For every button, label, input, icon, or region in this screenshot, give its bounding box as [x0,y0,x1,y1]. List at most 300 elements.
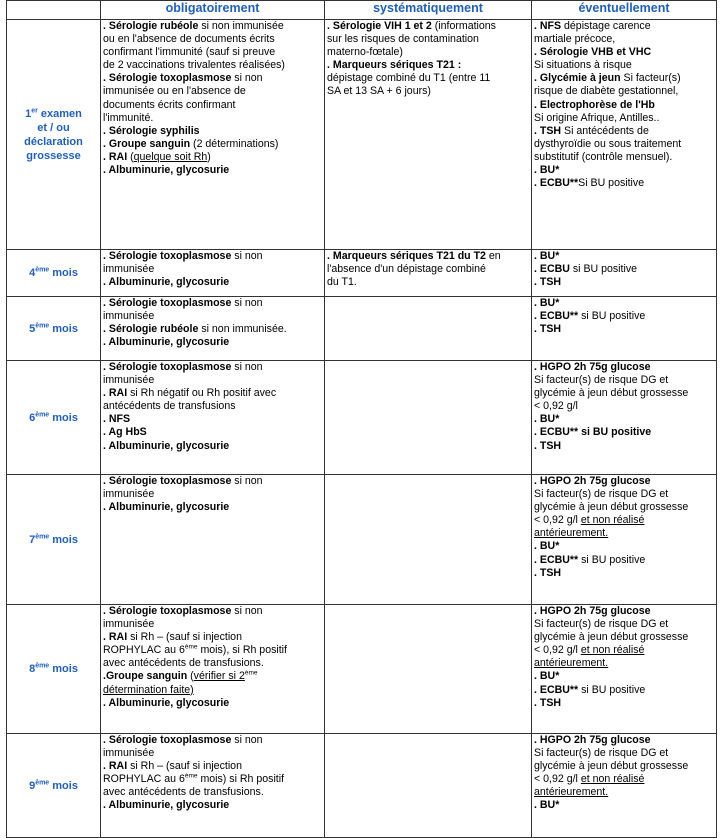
header-eventuellement: éventuellement [532,1,717,20]
cell-line [103,336,322,349]
cell-line [534,618,714,631]
row-label-line [9,411,98,425]
cell-obligatoirement [101,20,325,250]
text-run: de 2 vaccinations trivalentes réalisées) [103,59,285,72]
text-run: dysthyroïdie ou sous traitement [534,137,682,150]
cell-line [327,72,529,85]
cell-line [534,310,714,323]
cell-line [103,151,322,164]
text-run: (informations [431,20,496,32]
text-run: si non immunisée [198,20,284,32]
cell-line [534,276,714,289]
cell-line [103,501,322,514]
cell-line [534,400,714,413]
cell-line [103,263,322,276]
cell-line [534,488,714,501]
cell-line [534,250,714,263]
cell-line [534,46,714,59]
bold-text: . Sérologie rubéole [103,20,199,32]
cell-line [534,426,714,439]
text-run: mois [49,533,78,546]
text-run: quelque soit Rh [133,150,208,163]
text-run: et non réalisé [580,514,645,527]
cell-line [534,413,714,426]
cell-line [103,734,322,747]
text-run: antécédents de transfusions [103,400,236,413]
header-obligatoirement: obligatoirement [101,1,325,20]
cell-line [103,276,322,289]
text-run: l'absence d'un dépistage combiné [327,263,486,276]
text-run: ROPHYLAC au 6 [103,644,185,657]
bold-text: . ECBU** [534,177,579,190]
text-run: < 0,92 g/l [534,514,581,527]
text-run: sur les risques de contamination [327,33,479,46]
cell-line [534,387,714,400]
text-run: détermination faite) [103,683,194,696]
cell-eventuellement [532,605,717,734]
cell-obligatoirement [101,297,325,361]
superscript: ème [35,410,50,418]
cell-systematiquement [325,734,532,838]
text-run: antérieurement. [534,786,609,799]
text-run: si non [231,734,263,746]
cell-line [103,138,322,151]
cell-line [534,747,714,760]
cell-line [534,501,714,514]
bold-text: . TSH [534,566,562,579]
text-run: ( [127,150,134,163]
table-body [7,20,717,838]
text-run: si non [231,475,263,487]
bold-text: . ECBU** si BU positive [534,426,652,439]
text-run: si non [231,250,263,262]
bold-text: . TSH [534,124,562,137]
bold-text: . BU* [534,250,560,262]
text-run: si BU positive [578,683,646,696]
cell-line [534,263,714,276]
text-run: si non [231,605,263,617]
cell-systematiquement [325,475,532,605]
bold-text: . TSH [534,276,562,289]
table-row [7,605,717,734]
bold-text: . Albuminurie, glycosurie [103,336,230,349]
cell-line [327,46,529,59]
text-run: 7 [29,533,36,546]
cell-line [327,250,529,263]
text-run: Si situations à risque [534,59,632,72]
cell-line [103,361,322,374]
row-label-line [9,533,98,547]
cell-line [103,747,322,760]
cell-line [103,773,322,786]
bold-text: . Sérologie rubéole [103,323,199,336]
cell-eventuellement [532,250,717,297]
superscript: ème [35,266,50,274]
text-run: immunisée ou en l'absence de [103,85,246,98]
cell-line [534,567,714,580]
text-run: ROPHYLAC au 6 [103,773,185,786]
cell-line [103,413,322,426]
text-run: Si facteur(s) [620,72,681,85]
superscript: ème [35,662,50,670]
cell-line [103,786,322,799]
text-run: mois) si Rh positif [197,773,285,786]
row-label-line [9,266,98,280]
row-label-line [9,779,98,793]
text-run: risque de diabète gestationnel, [534,85,679,98]
table-row [7,250,717,297]
bold-text: . Sérologie syphilis [103,124,200,137]
cell-line [327,263,529,276]
row-label [7,605,101,734]
text-run: glycémie à jeun début grossesse [534,760,689,773]
cell-line [103,46,322,59]
text-run: examen [37,107,82,120]
cell-line [534,760,714,773]
text-run: Si origine Afrique, Antilles.. [534,111,660,124]
text-run: mois [49,411,78,424]
cell-line [103,670,322,683]
cell-line [103,657,322,670]
text-run: immunisée [103,310,155,323]
row-label-line [9,107,98,121]
bold-text: . ECBU** [534,683,579,696]
text-run: (2 déterminations) [190,137,279,150]
text-run: en [485,250,501,262]
cell-line [103,426,322,439]
text-run: 8 [29,663,36,675]
bold-text: . TSH [534,323,562,336]
bold-text: . HGPO 2h 75g glucose [534,361,651,373]
bold-text: . Sérologie toxoplasmose [103,250,232,262]
text-run: immunisée [103,747,155,760]
cell-line [103,250,322,263]
row-label-line [9,322,98,336]
text-run: Si facteur(s) de risque DG et [534,374,669,387]
bold-text: . Albuminurie, glycosurie [103,439,230,452]
cell-line [103,475,322,488]
text-run: l'immunité. [103,111,154,124]
cell-eventuellement [532,20,717,250]
text-run: ou en l'absence de documents écrits [103,33,275,46]
header-row [7,1,717,20]
cell-line [534,151,714,164]
text-run: immunisée [103,488,155,501]
cell-line [534,670,714,683]
bold-text: . BU* [534,413,560,426]
text-run: immunisée [103,374,155,387]
bold-text: . BU* [534,670,560,683]
cell-line [103,644,322,657]
cell-eventuellement [532,297,717,361]
text-run: Si facteur(s) de risque DG et [534,747,669,760]
superscript: ème [184,643,198,651]
cell-systematiquement [325,605,532,734]
cell-line [534,72,714,85]
bold-text: . Sérologie VHB et VHC [534,46,652,59]
cell-line [534,631,714,644]
cell-line [103,684,322,697]
cell-line [534,644,714,657]
table-row [7,297,717,361]
cell-line [534,112,714,125]
bold-text: . Glycémie à jeun [534,72,621,85]
bold-text: . Albuminurie, glycosurie [103,799,230,812]
text-run: confirmant l'immunité (sauf si preuve [103,46,276,59]
text-run: Si facteur(s) de risque DG et [534,618,669,631]
bold-text: . TSH [534,439,562,452]
cell-line [103,605,322,618]
text-run: immunisée [103,618,155,631]
header-empty [7,1,101,20]
cell-line [534,440,714,453]
bold-text: . Marqueurs sériques T21 : [327,59,462,72]
cell-line [534,33,714,46]
cell-systematiquement [325,20,532,250]
text-run: ) [207,150,211,163]
bold-text: . RAI [103,387,128,400]
cell-obligatoirement [101,361,325,475]
text-run: si non [231,72,263,85]
text-run: mois [49,779,78,792]
text-run: 6 [29,411,36,424]
cell-eventuellement [532,361,717,475]
text-run: mois), si Rh positif [197,644,287,657]
row-label [7,361,101,475]
header-systematiquement: systématiquement [325,1,532,20]
cell-line [534,527,714,540]
table-row [7,361,717,475]
cell-systematiquement [325,297,532,361]
cell-line [534,374,714,387]
cell-line [534,773,714,786]
text-run: si non immunisée. [198,323,287,336]
cell-line [103,112,322,125]
text-run: < 0,92 g/l [534,773,581,786]
bold-text: . Sérologie toxoplasmose [103,361,232,373]
text-run: Si facteur(s) de risque DG et [534,488,669,501]
bold-text: . Sérologie toxoplasmose [103,475,232,487]
text-run: mois [49,663,78,675]
superscript: er [31,106,38,114]
cell-line [103,374,322,387]
superscript: ème [35,778,50,786]
text-run: martiale précoce, [534,33,616,46]
row-label-line [9,662,98,676]
cell-line [534,554,714,567]
cell-obligatoirement [101,605,325,734]
cell-eventuellement [532,475,717,605]
bold-text: . HGPO 2h 75g glucose [534,475,651,487]
bold-text: . BU* [534,297,560,309]
cell-line [327,20,529,33]
bold-text: . ECBU** [534,310,579,323]
superscript: ème [244,669,258,677]
cell-line [534,125,714,138]
text-run: glycémie à jeun début grossesse [534,501,689,514]
bold-text: . Albuminurie, glycosurie [103,696,230,709]
cell-line [103,164,322,177]
text-run: immunisée [103,263,155,276]
bold-text: . Electrophorèse de l'Hb [534,98,655,111]
cell-obligatoirement [101,475,325,605]
cell-line [534,786,714,799]
bold-text: . Sérologie toxoplasmose [103,605,232,617]
table-row [7,475,717,605]
table-row [7,734,717,838]
cell-obligatoirement [101,250,325,297]
cell-line [103,20,322,33]
cell-line [103,400,322,413]
cell-line [327,33,529,46]
cell-line [534,799,714,812]
bold-text: . Albuminurie, glycosurie [103,276,230,289]
row-label [7,297,101,361]
text-run: avec antécédents de transfusions. [103,786,264,799]
bold-text: . ECBU [534,263,570,276]
cell-line [103,697,322,710]
superscript: ème [35,321,50,329]
bold-text: . RAI [103,150,128,163]
superscript: ème [35,532,50,540]
cell-line [103,99,322,112]
cell-line [534,20,714,33]
cell-line [534,138,714,151]
cell-line [103,85,322,98]
text-run: 9 [29,779,36,792]
bold-text: . Sérologie VIH 1 et 2 [327,20,432,32]
cell-line [103,618,322,631]
bold-text: .Groupe sanguin [103,670,188,683]
cell-line [534,164,714,177]
bold-text: . BU* [534,799,560,812]
text-run: substitutif (contrôle mensuel). [534,150,673,163]
table-row [7,20,717,250]
row-label [7,734,101,838]
text-run: si Rh négatif ou Rh positif avec [127,387,277,400]
text-run: antérieurement. [534,657,609,670]
row-label-line: et / ou [37,121,70,134]
cell-line [103,59,322,72]
cell-line [534,684,714,697]
cell-line [534,177,714,190]
bold-text: . Albuminurie, glycosurie [103,501,230,514]
text-run: si non [231,361,263,373]
text-run: si Rh – (sauf si injection [127,760,242,773]
bold-text: . NFS [103,413,131,426]
bold-text: . TSH [534,696,562,709]
text-run: 1 [25,107,32,120]
row-label [7,250,101,297]
cell-systematiquement [325,250,532,297]
cell-line [534,323,714,336]
cell-line [103,387,322,400]
superscript: ème [184,772,198,780]
text-run: du T1. [327,276,357,289]
cell-line [534,697,714,710]
text-run: et non réalisé [580,644,645,657]
text-run: si non [231,297,263,309]
bold-text: . RAI [103,631,128,644]
bold-text: . Sérologie toxoplasmose [103,297,232,309]
text-run: antérieurement. [534,527,609,540]
text-run: < 0,92 g/l [534,400,578,413]
cell-line [103,631,322,644]
text-run: glycémie à jeun début grossesse [534,631,689,644]
cell-line [534,85,714,98]
cell-line [534,297,714,310]
text-run: glycémie à jeun début grossesse [534,387,689,400]
bold-text: . HGPO 2h 75g glucose [534,605,651,617]
cell-systematiquement [325,361,532,475]
cell-line [103,488,322,501]
bold-text: . RAI [103,760,128,773]
cell-line [534,734,714,747]
cell-obligatoirement [101,734,325,838]
cell-line [103,799,322,812]
cell-line [103,440,322,453]
text-run: vérifier si 2 [193,670,245,683]
bold-text: . Groupe sanguin [103,137,191,150]
cell-line [103,310,322,323]
bold-text: . Ag HbS [103,426,147,439]
bold-text: . BU* [534,164,560,177]
text-run: avec antécédents de transfusions. [103,657,264,670]
row-label-line: grossesse [26,149,81,162]
text-run: materno-fœtale) [327,46,403,59]
bold-text: . Marqueurs sériques T21 du T2 [327,250,486,262]
cell-line [327,276,529,289]
row-label-line: déclaration [24,135,83,148]
cell-line [534,540,714,553]
pregnancy-tests-table [6,0,717,838]
row-label [7,20,101,250]
text-run: mois [49,322,78,335]
text-run: 5 [29,322,36,335]
cell-line [534,361,714,374]
cell-line [534,514,714,527]
text-run: Si BU positive [578,177,645,190]
cell-line [327,59,529,72]
text-run: Si antécédents de [561,124,649,137]
bold-text: . NFS [534,20,562,32]
text-run: 4 [29,267,36,279]
text-run: dépistage carence [561,20,651,32]
bold-text: . ECBU** [534,553,579,566]
text-run: si Rh – (sauf si injection [127,631,242,644]
cell-line [103,297,322,310]
text-run: si BU positive [578,310,646,323]
cell-line [534,59,714,72]
bold-text: . HGPO 2h 75g glucose [534,734,651,746]
cell-line [103,33,322,46]
text-run: ( [187,670,194,683]
bold-text: . Albuminurie, glycosurie [103,164,230,177]
cell-line [534,657,714,670]
text-run: documents écrits confirmant [103,98,236,111]
cell-line [534,475,714,488]
text-run: si BU positive [578,553,646,566]
cell-line [534,99,714,112]
cell-eventuellement [532,734,717,838]
cell-line [103,125,322,138]
cell-line [103,323,322,336]
cell-line [534,605,714,618]
cell-line [103,760,322,773]
text-run: mois [49,267,78,279]
cell-line [103,72,322,85]
bold-text: . Sérologie toxoplasmose [103,734,232,746]
